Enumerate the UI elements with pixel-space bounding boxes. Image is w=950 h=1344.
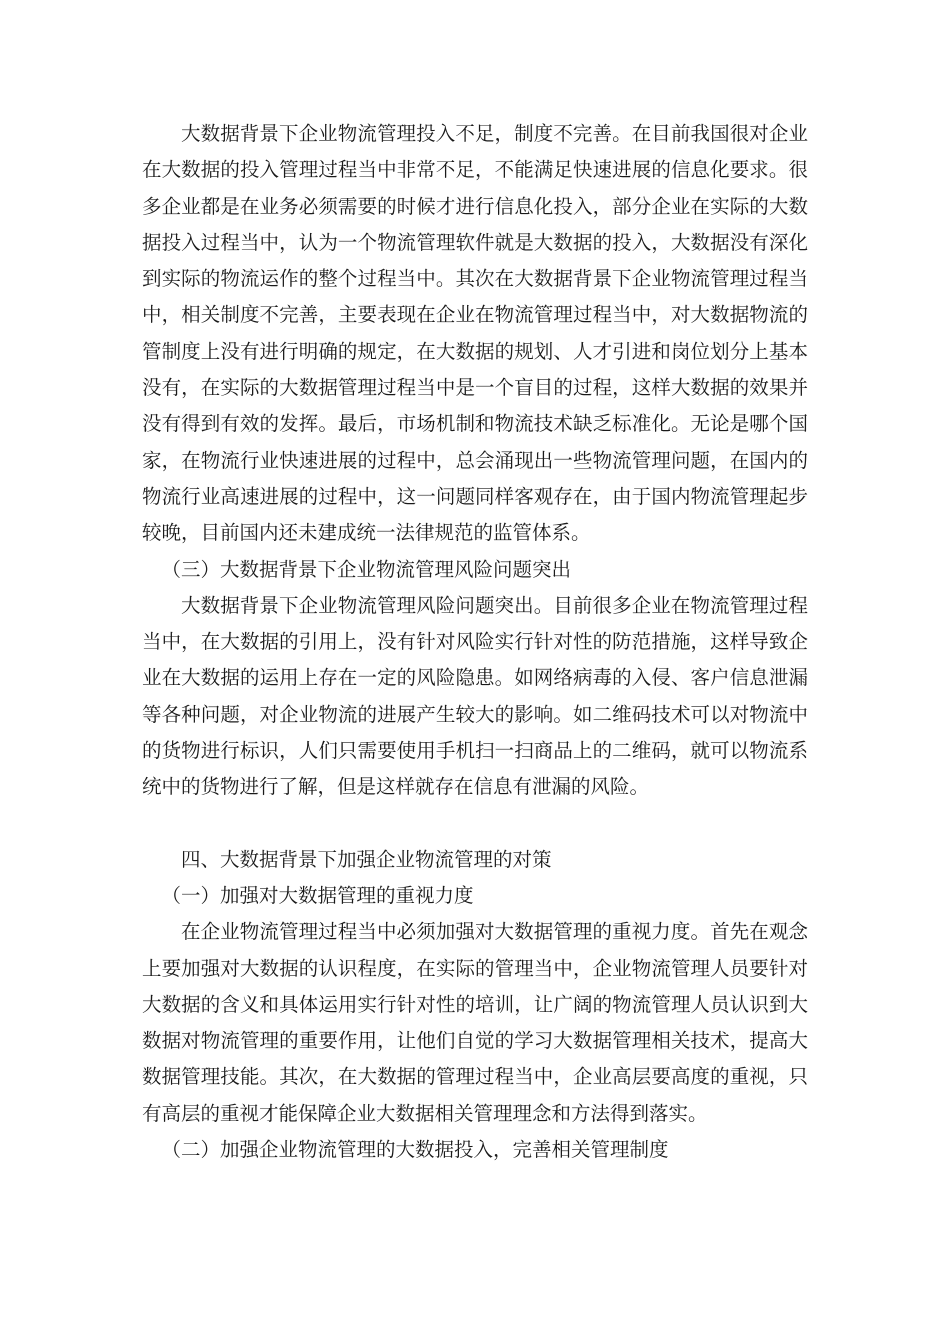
paragraph-emphasis: 在企业物流管理过程当中必须加强对大数据管理的重视力度。首先在观念上要加强对大数据的认识程度，在实际的管理当中，企业物流管理人员要针对大数据的含义和具体运用实行针对性的培训，让广阔的物流管理人员认识到大数据对物流管理的重要作用，让他们自觉的学习大数据管理相关技术，提高大数据管理技能。其次，在大数据的管理过程当中，企业高层要高度的重视，只有高层的重视才能保障企业大数据相关管理理念和方法得到落实。 [142,920,808,1125]
section-heading-countermeasures: 四、大数据背景下加强企业物流管理的对策 [181,847,552,871]
paragraph-risk-issues: 大数据背景下企业物流管理风险问题突出。目前很多企业在物流管理过程当中，在大数据的引用上，没有针对风险实行针对性的防范措施，这样导致企业在大数据的运用上存在一定的风险隐患。如网络病毒的入侵、客户信息泄漏等各种问题，对企业物流的进展产生较大的影响。如二维码技术可以对物流中的货物进行标识，人们只需要使用手机扫一扫商品上的二维码，就可以物流系统中的货物进行了解，但是这样就存在信息有泄漏的风险。 [142,593,808,799]
subheading-risk-issues: （三）大数据背景下企业物流管理风险问题突出 [161,557,572,581]
paragraph-investment-shortfall: 大数据背景下企业物流管理投入不足，制度不完善。在目前我国很对企业在大数据的投入管理过程当中非常不足，不能满足快速进展的信息化要求。很多企业都是在业务必须需要的时候才进行信息化投入，部分企业在实际的大数据投入过程当中，认为一个物流管理软件就是大数据的投入，大数据没有深化到实际的物流运作的整个过程当中。其次在大数据背景下企业物流管理过程当中，相关制度不完善，主要表现在企业在物流管理过程当中，对大数据物流的管制度上没有进行明确的规定，在大数据的规划、人才引进和岗位划分上基本没有，在实际的大数据管理过程当中是一个盲目的过程，这样大数据的效果并没有得到有效的发挥。最后，市场机制和物流技术缺乏标准化。无论是哪个国家，在物流行业快速进展的过程中，总会涌现出一些物流管理问题，在国内的物流行业高速进展的过程中，这一问题同样客观存在，由于国内物流管理起步较晚，目前国内还未建成统一法律规范的监管体系。 [142,122,808,545]
subheading-investment-system: （二）加强企业物流管理的大数据投入，完善相关管理制度 [161,1138,669,1162]
subheading-emphasis: （一）加强对大数据管理的重视力度 [161,883,474,907]
section-spacer [142,806,808,842]
